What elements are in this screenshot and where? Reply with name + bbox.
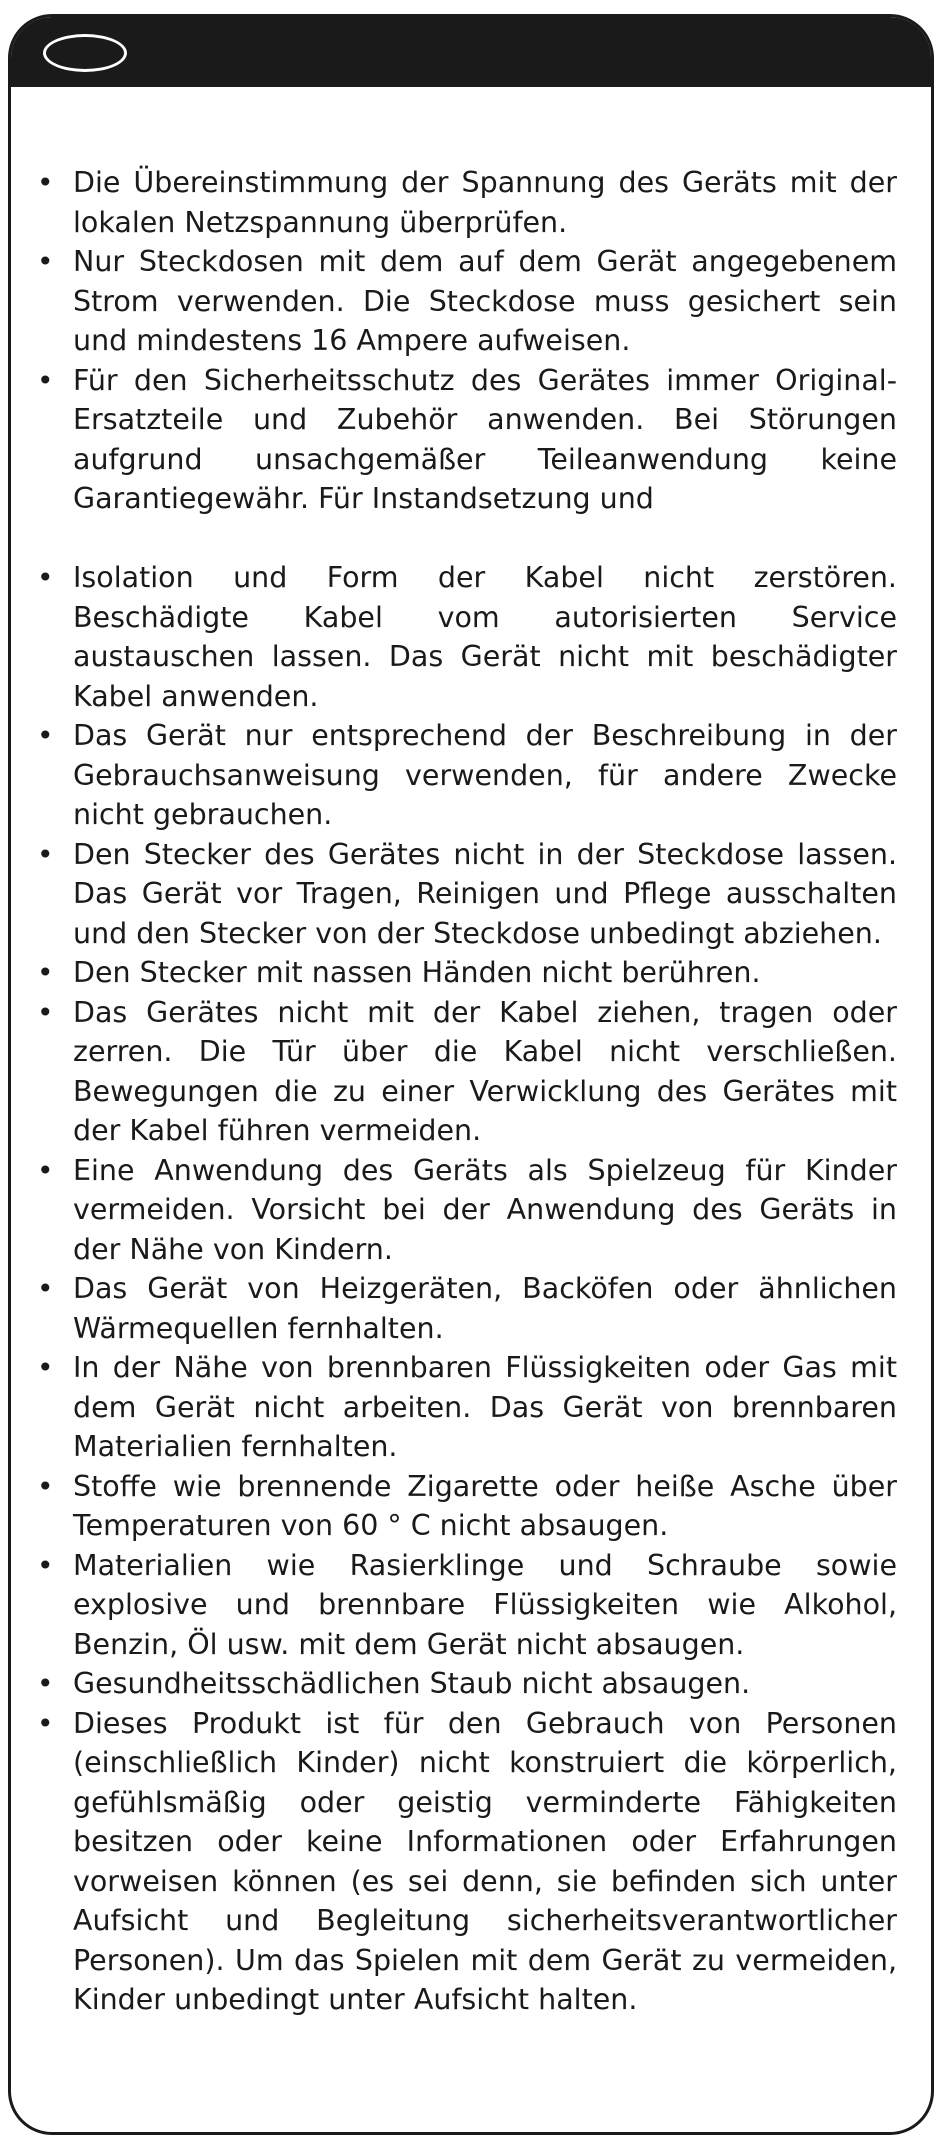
list-item: • Nur Steckdosen mit dem auf dem Gerät angegebenem Strom verwenden. Die Steckdose muss gesichert sein und mindestens 16 Ampere aufweisen. xyxy=(37,242,897,361)
list-item: • Das Gerät von Heizgeräten, Backöfen oder ähnlichen Wärmequellen fernhalten. xyxy=(37,1269,897,1348)
list-item: • Den Stecker mit nassen Händen nicht berühren. xyxy=(37,953,897,993)
list-item: • Gesundheitsschädlichen Staub nicht absaugen. xyxy=(37,1664,897,1704)
list-item: • Eine Anwendung des Geräts als Spielzeug für Kinder vermeiden. Vorsicht bei der Anwendung des Geräts in der Nähe von Kindern. xyxy=(37,1151,897,1270)
list-item: • Die Übereinstimmung der Spannung des Geräts mit der lokalen Netzspannung überprüfen. xyxy=(37,163,897,242)
list-item: • Das Gerät nur entsprechend der Beschreibung in der Gebrauchsanweisung verwenden, für andere Zwecke nicht gebrauchen. xyxy=(37,716,897,835)
list-item: • Für den Sicherheitsschutz des Gerätes immer Original-Ersatzteile und Zubehör anwenden. Bei Störungen aufgrund unsachgemäßer Teileanwendung keine Garantiegewähr. Für Instandsetzung und xyxy=(37,361,897,519)
instructions-content xyxy=(37,163,897,2020)
list-item: • Stoffe wie brennende Zigarette oder heiße Asche über Temperaturen von 60 ° C nicht absaugen. xyxy=(37,1467,897,1546)
list-item: • Das Gerätes nicht mit der Kabel ziehen, tragen oder zerren. Die Tür über die Kabel nicht verschließen. Bewegungen die zu einer Verwicklung des Gerätes mit der Kabel führen vermeiden. xyxy=(37,993,897,1151)
safety-bullet-list xyxy=(37,163,897,2020)
list-item: • Den Stecker des Gerätes nicht in der Steckdose lassen. Das Gerät vor Tragen, Reinigen und Pflege ausschalten und den Stecker von der Steckdose unbedingt abziehen. xyxy=(37,835,897,954)
safety-instructions-panel xyxy=(8,14,934,2135)
header-oval-icon xyxy=(43,34,127,72)
panel-header-bar xyxy=(11,17,931,87)
list-item: • Materialien wie Rasierklinge und Schraube sowie explosive und brennbare Flüssigkeiten wie Alkohol, Benzin, Öl usw. mit dem Gerät nicht absaugen. xyxy=(37,1546,897,1665)
list-item: • In der Nähe von brennbaren Flüssigkeiten oder Gas mit dem Gerät nicht arbeiten. Das Gerät von brennbaren Materialien fernhalten. xyxy=(37,1348,897,1467)
list-item: • Isolation und Form der Kabel nicht zerstören. Beschädigte Kabel vom autorisierten Service austauschen lassen. Das Gerät nicht mit beschädigter Kabel anwenden. xyxy=(37,558,897,716)
list-item: • Dieses Produkt ist für den Gebrauch von Personen (einschließlich Kinder) nicht konstruiert die körperlich, gefühlsmäßig oder geistig verminderte Fähigkeiten besitzen oder keine Informationen oder Erfahrungen vorweisen können (es sei denn, sie befinden sich unter Aufsicht und Begleitung sicherheitsverantwortlicher Personen). Um das Spielen mit dem Gerät zu vermeiden, Kinder unbedingt unter Aufsicht halten. xyxy=(37,1704,897,2020)
